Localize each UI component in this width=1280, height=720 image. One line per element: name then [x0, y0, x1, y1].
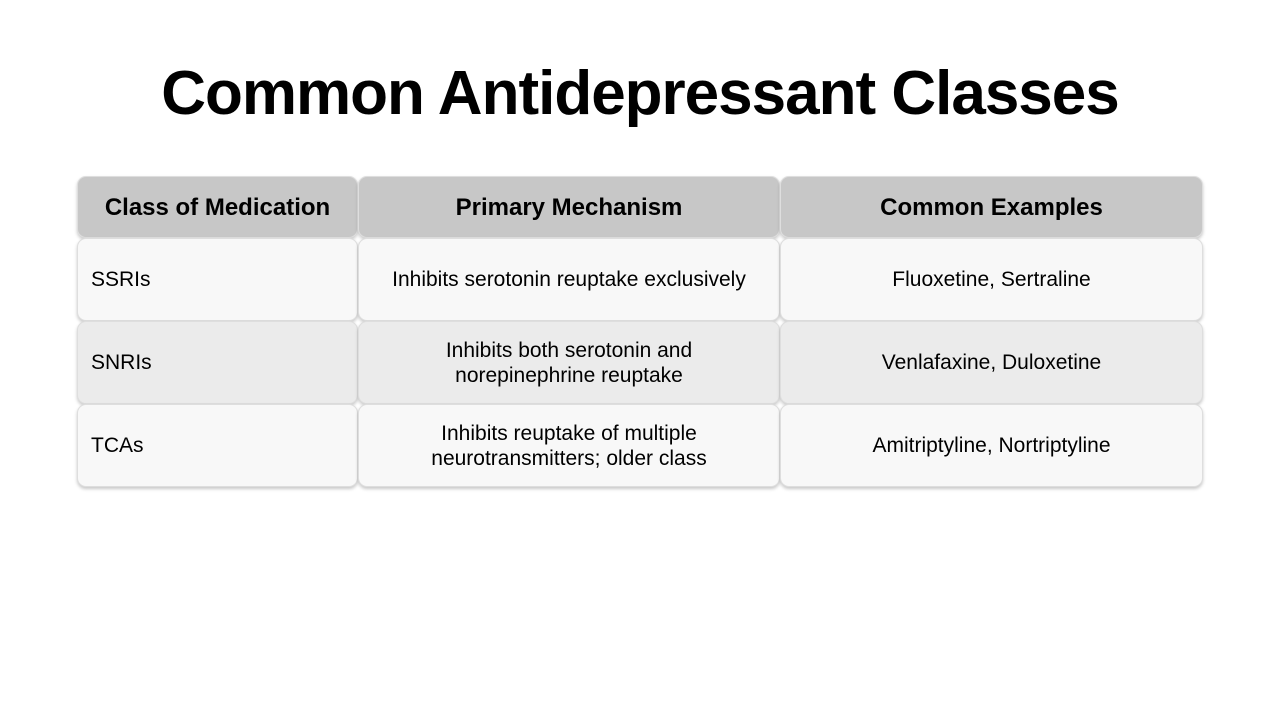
- table-cell-mechanism: Inhibits both serotonin and norepinephrine reuptake: [358, 321, 780, 404]
- table-cell-class: SNRIs: [77, 321, 358, 404]
- antidepressant-table: [77, 176, 1203, 487]
- header-class-of-medication: Class of Medication: [77, 176, 358, 238]
- table-cell-mechanism: Inhibits reuptake of multiple neurotransmitters; older class: [358, 404, 780, 487]
- table-cell-class: TCAs: [77, 404, 358, 487]
- table-cell-mechanism: Inhibits serotonin reuptake exclusively: [358, 238, 780, 321]
- table-cell-examples: Amitriptyline, Nortriptyline: [780, 404, 1203, 487]
- table-cell-examples: Venlafaxine, Duloxetine: [780, 321, 1203, 404]
- header-primary-mechanism: Primary Mechanism: [358, 176, 780, 238]
- table-header-row: [77, 176, 1203, 238]
- table-row: [77, 321, 1203, 404]
- table-cell-class: SSRIs: [77, 238, 358, 321]
- header-common-examples: Common Examples: [780, 176, 1203, 238]
- table-row: [77, 404, 1203, 487]
- slide-title: Common Antidepressant Classes: [161, 59, 1119, 128]
- table-row: [77, 238, 1203, 321]
- table-cell-examples: Fluoxetine, Sertraline: [780, 238, 1203, 321]
